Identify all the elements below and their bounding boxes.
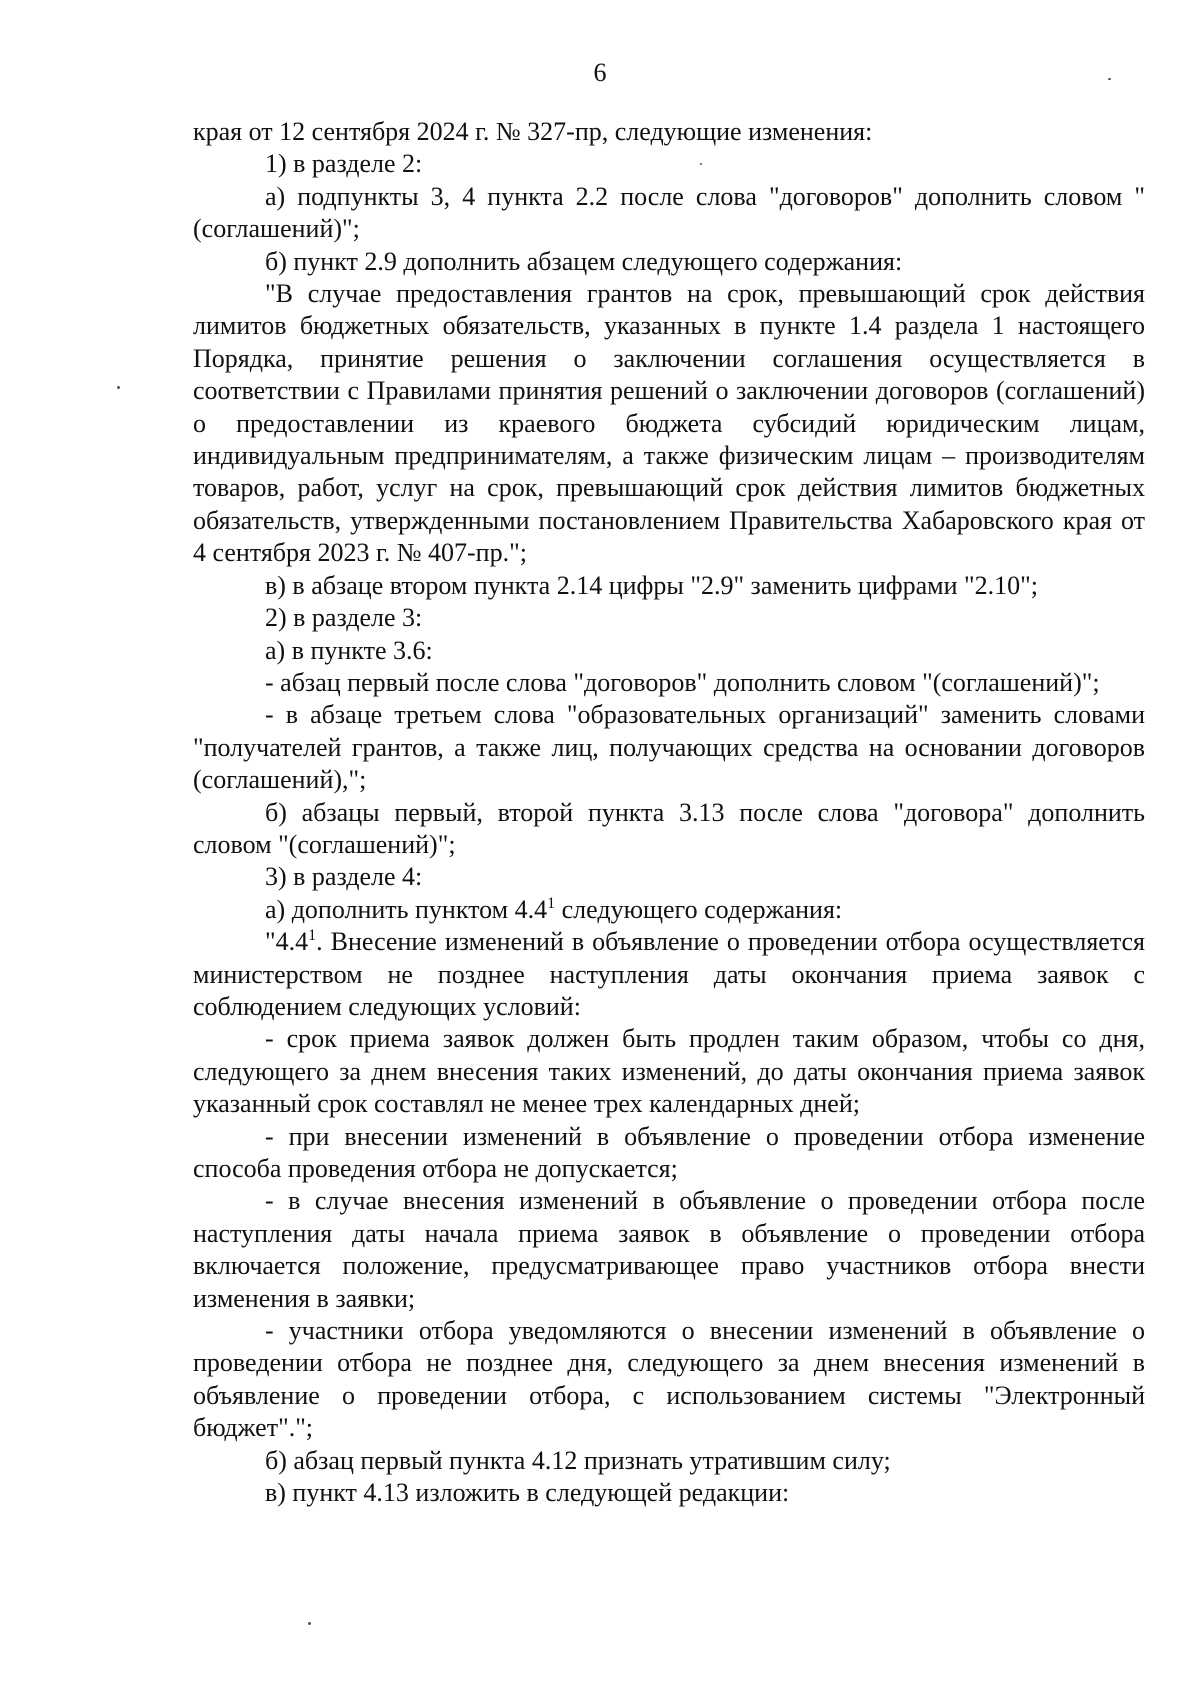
superscript: 1 <box>308 927 317 945</box>
paragraph-add-item-4-4-1 <box>193 894 1145 926</box>
paragraph: в) пункт 4.13 изложить в следующей редакции: <box>265 1478 790 1508</box>
paragraph: - участники отбора уведомляются о внесении изменений в объявление о проведении отбора не позднее дня, следующего за днем внесения изменений в объявление о проведении отбора, с использованием системы "Электронный бюджет"."; <box>193 1316 1145 1443</box>
paragraph: "В случае предоставления грантов на срок, превышающий срок действия лимитов бюджетных обязательств, указанных в пункте 1.4 раздела 1 настоящего Порядка, принятие решения о заключении соглашения осуществляется в соответствии с Правилами принятия решений о заключении договоров (соглашений) о предоставлении из краевого бюджета субсидий юридическим лицам, индивидуальным предпринимателям, а также физическим лицам – производителям товаров, работ, услуг на срок, превышающий срок действия лимитов бюджетных обязательств, утвержденными постановлением Правительства Хабаровского края от 4 сентября 2023 г. № 407-пр."; <box>193 279 1145 568</box>
paragraph: б) абзац первый пункта 4.12 признать утратившим силу; <box>265 1445 891 1475</box>
paragraph: в) в абзаце втором пункта 2.14 цифры "2.9" заменить цифрами "2.10"; <box>265 570 1038 600</box>
paragraph: б) абзацы первый, второй пункта 3.13 после слова "договора" дополнить словом "(соглашений)"; <box>193 797 1145 859</box>
text-run: а) дополнить пунктом 4.4 <box>265 894 548 924</box>
paragraph: 1) в разделе 2: <box>265 149 423 179</box>
superscript: 1 <box>547 894 556 912</box>
page-number: 6 <box>593 58 607 87</box>
paragraph: - в абзаце третьем слова "образовательных организаций" заменить словами "получателей грантов, а также лиц, получающих средства на основании договоров (соглашений),"; <box>193 700 1145 795</box>
paragraph: края от 12 сентября 2024 г. № 327-пр, следующие изменения: <box>193 117 873 146</box>
scan-speck <box>1108 78 1111 80</box>
paragraph: - срок приема заявок должен быть продлен таким образом, чтобы со дня, следующего за днем внесения таких изменений, до даты окончания приема заявок указанный срок составлял не менее трех календарных дней; <box>193 1024 1145 1119</box>
paragraph: 3) в разделе 4: <box>265 862 423 892</box>
text-run: следующего содержания: <box>555 894 843 924</box>
scan-speck <box>117 386 120 389</box>
paragraph: - в случае внесения изменений в объявление о проведении отбора после наступления даты начала приема заявок в объявление о проведении отбора включается положение, предусматривающее право участников отбора внести изменения в заявки; <box>193 1186 1145 1313</box>
text-run: "4.4 <box>265 927 309 957</box>
document-body <box>193 116 1145 1509</box>
paragraph: 2) в разделе 3: <box>265 603 423 633</box>
paragraph: б) пункт 2.9 дополнить абзацем следующего содержания: <box>265 246 903 276</box>
paragraph: а) подпункты 3, 4 пункта 2.2 после слова "договоров" дополнить словом "(соглашений)"; <box>193 181 1145 244</box>
paragraph: - при внесении изменений в объявление о проведении отбора изменение способа проведения отбора не допускается; <box>193 1121 1145 1183</box>
scan-speck <box>308 1622 311 1625</box>
paragraph-item-4-4-1 <box>193 926 1145 1023</box>
paragraph: - абзац первый после слова "договоров" дополнить словом "(соглашений)"; <box>265 667 1100 697</box>
paragraph: а) в пункте 3.6: <box>265 635 433 665</box>
text-run: . Внесение изменений в объявление о проведении отбора осуществляется министерством не позднее наступления даты окончания приема заявок с соблюдением следующих условий: <box>193 927 1145 1021</box>
